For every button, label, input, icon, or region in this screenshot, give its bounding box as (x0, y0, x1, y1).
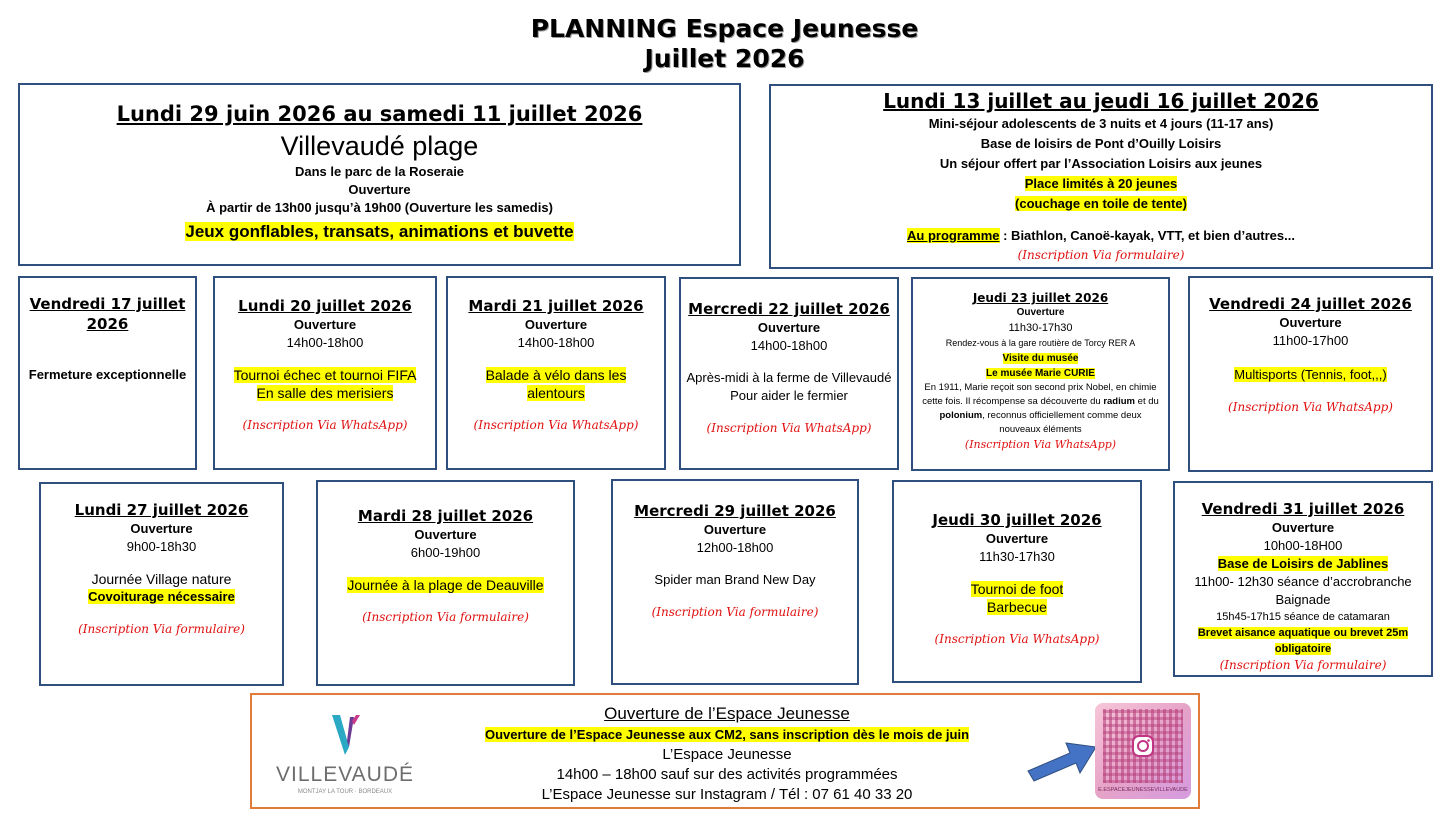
card-status: Ouverture (1279, 315, 1342, 330)
card-date: Lundi 27 juillet 2026 (74, 501, 249, 519)
footer-line-3: 14h00 – 18h00 sauf sur des activités programmées (556, 766, 898, 783)
inscription-note: (Inscription Via formulaire) (362, 610, 529, 624)
villevaude-logo (270, 703, 420, 803)
activity-line: Spider man Brand New Day (654, 572, 816, 587)
page-title: PLANNING Espace Jeunesse (530, 14, 919, 43)
activity-line-1: Tournoi de foot (970, 581, 1064, 597)
inscription-note: (Inscription Via WhatsApp) (964, 438, 1117, 451)
activity-line-1: Tournoi échec et tournoi FIFA (233, 367, 417, 383)
inscription-note: (Inscription Via WhatsApp) (934, 632, 1100, 646)
card-hours: 11h00-17h00 (1272, 333, 1349, 348)
museum-description: En 1911, Marie reçoit son second prix Nobel, en chimie cette fois. Il récompense sa découverte du radium et du polonium, reconnus officiellement comme deux nouveaux éléments (922, 382, 1159, 435)
sejour-program-label: Au programme (907, 228, 1000, 243)
card-status: Ouverture (524, 317, 588, 332)
day-card-29 (611, 479, 859, 685)
day-card-24 (1188, 276, 1433, 472)
card-hours: 11h30-17h30 (1008, 322, 1073, 334)
event-hours: À partir de 13h00 jusqu’à 19h00 (Ouverture les samedis) (206, 200, 553, 215)
accrobranche-line: 11h00- 12h30 séance d’accrobranche (1194, 574, 1412, 589)
day-card-30 (892, 480, 1142, 683)
activity-line: Journée Village nature (91, 571, 232, 587)
event-place: Dans le parc de la Roseraie (294, 164, 465, 179)
inscription-note: (Inscription Via WhatsApp) (473, 418, 639, 432)
villevaude-plage-card (18, 83, 741, 266)
card-status: Ouverture (293, 317, 357, 332)
card-date: Lundi 29 juin 2026 au samedi 11 juillet 2026 (116, 102, 643, 126)
card-hours: 14h00-18h00 (286, 335, 364, 350)
footer-line-4: L’Espace Jeunesse sur Instagram / Tél : 07 61 40 33 20 (541, 786, 913, 803)
page-subtitle: Juillet 2026 (644, 44, 805, 73)
card-status: Ouverture (985, 531, 1049, 546)
catamaran-line: 15h45-17h15 séance de catamaran (1216, 611, 1390, 623)
inscription-note: (Inscription Via formulaire) (651, 605, 819, 619)
card-status: Ouverture (414, 527, 477, 542)
logo-name: VILLEVAUDÉ (276, 763, 414, 786)
sejour-line-2: Base de loisirs de Pont d’Ouilly Loisirs (980, 136, 1222, 151)
museum-visit: Visite du musée (1002, 353, 1079, 364)
card-status: Ouverture (703, 522, 767, 537)
card-date: Lundi 20 juillet 2026 (238, 297, 412, 315)
event-name: Villevaudé plage (280, 131, 479, 161)
footer-card (250, 693, 1200, 809)
mini-sejour-card (769, 84, 1433, 269)
activity-line: Journée à la plage de Deauville (347, 577, 544, 593)
sejour-program-text: : Biathlon, Canoë-kayak, VTT, et bien d’autres... (999, 228, 1295, 243)
card-hours: 14h00-18h00 (517, 335, 595, 350)
inscription-note: (Inscription Via formulaire) (78, 622, 245, 636)
museum-name: Le musée Marie CURIE (986, 368, 1095, 379)
activity-line-2: En salle des merisiers (256, 385, 394, 401)
day-card-31 (1173, 481, 1433, 677)
inscription-note: (Inscription Via formulaire) (1017, 248, 1185, 262)
card-date: Jeudi 30 juillet 2026 (932, 511, 1102, 529)
card-status: Ouverture (130, 521, 193, 536)
sejour-line-1: Mini-séjour adolescents de 3 nuits et 4 jours (11-17 ans) (928, 116, 1274, 131)
activity-line-2: Barbecue (987, 599, 1047, 615)
inscription-note: (Inscription Via formulaire) (1219, 658, 1387, 672)
card-status: Ouverture (1271, 520, 1335, 535)
day-card-22 (679, 277, 899, 470)
inscription-note: (Inscription Via WhatsApp) (242, 418, 408, 432)
instagram-qr-code[interactable] (1095, 703, 1191, 799)
meeting-point: Rendez-vous à la gare routière de Torcy RER A (945, 338, 1136, 348)
card-date: Lundi 13 juillet au jeudi 16 juillet 2026 (883, 89, 1319, 113)
inscription-note: (Inscription Via WhatsApp) (1228, 400, 1393, 414)
card-date: Vendredi 24 juillet 2026 (1209, 295, 1412, 313)
activity-line-1: Balade à vélo dans les (485, 367, 627, 383)
card-date: Mercredi 22 juillet 2026 (688, 300, 890, 318)
base-name: Base de Loisirs de Jablines (1217, 556, 1389, 571)
card-date: Vendredi 31 juillet 2026 (1201, 500, 1405, 518)
activity-note: Covoiturage nécessaire (88, 589, 235, 604)
day-card-28 (316, 480, 575, 686)
card-hours: 14h00-18h00 (750, 338, 828, 353)
footer-cm2-note: Ouverture de l’Espace Jeunesse aux CM2, sans inscription dès le mois de juin (484, 727, 970, 742)
sejour-line-3: Un séjour offert par l’Association Loisirs aux jeunes (939, 156, 1263, 171)
logo-subtitle: MONTJAY LA TOUR · BORDEAUX (297, 789, 393, 795)
card-hours: 10h00-18H00 (1263, 538, 1343, 553)
card-date: Vendredi 17 juillet 2026 (29, 295, 186, 333)
card-date: Mardi 21 juillet 2026 (468, 297, 644, 315)
logo-mark-icon (270, 703, 420, 759)
activity-line-1: Après-midi à la ferme de Villevaudé (686, 370, 892, 385)
card-status: Ouverture (1016, 307, 1065, 318)
footer-title: Ouverture de l’Espace Jeunesse (604, 704, 850, 723)
brevet-note: Brevet aisance aquatique ou brevet 25m obligatoire (1197, 627, 1409, 655)
day-card-23 (911, 277, 1170, 471)
card-hours: 12h00-18h00 (696, 540, 774, 555)
activity-line: Multisports (Tennis, foot,,,) (1234, 367, 1387, 382)
card-date: Mardi 28 juillet 2026 (357, 507, 534, 525)
card-date: Jeudi 23 juillet 2026 (972, 291, 1109, 305)
closure-text: Fermeture exceptionnelle (28, 367, 187, 382)
card-hours: 9h00-18h30 (126, 539, 197, 554)
event-status: Ouverture (348, 182, 411, 197)
day-card-17 (18, 276, 197, 470)
footer-line-2: L’Espace Jeunesse (662, 746, 792, 763)
card-hours: 11h30-17h30 (979, 549, 1055, 564)
activity-line-2: alentours (527, 385, 585, 401)
day-card-20 (213, 276, 437, 470)
event-activities: Jeux gonflables, transats, animations et buvette (185, 222, 574, 241)
sejour-couchage: (couchage en toile de tente) (1015, 196, 1187, 211)
instagram-icon (1132, 735, 1154, 757)
day-card-21 (446, 276, 666, 470)
inscription-note: (Inscription Via WhatsApp) (706, 421, 872, 435)
qr-caption: E.ESPACEJEUNESSEVILLEVAUDE (1098, 787, 1188, 793)
arrow-icon (1024, 733, 1104, 789)
card-hours: 6h00-19h00 (410, 545, 481, 560)
day-card-27 (39, 482, 284, 686)
card-status: Ouverture (757, 320, 821, 335)
sejour-places: Place limités à 20 jeunes (1024, 176, 1178, 191)
baignade-line: Baignade (1275, 592, 1331, 607)
activity-line-2: Pour aider le fermier (730, 388, 848, 403)
card-date: Mercredi 29 juillet 2026 (634, 502, 836, 520)
